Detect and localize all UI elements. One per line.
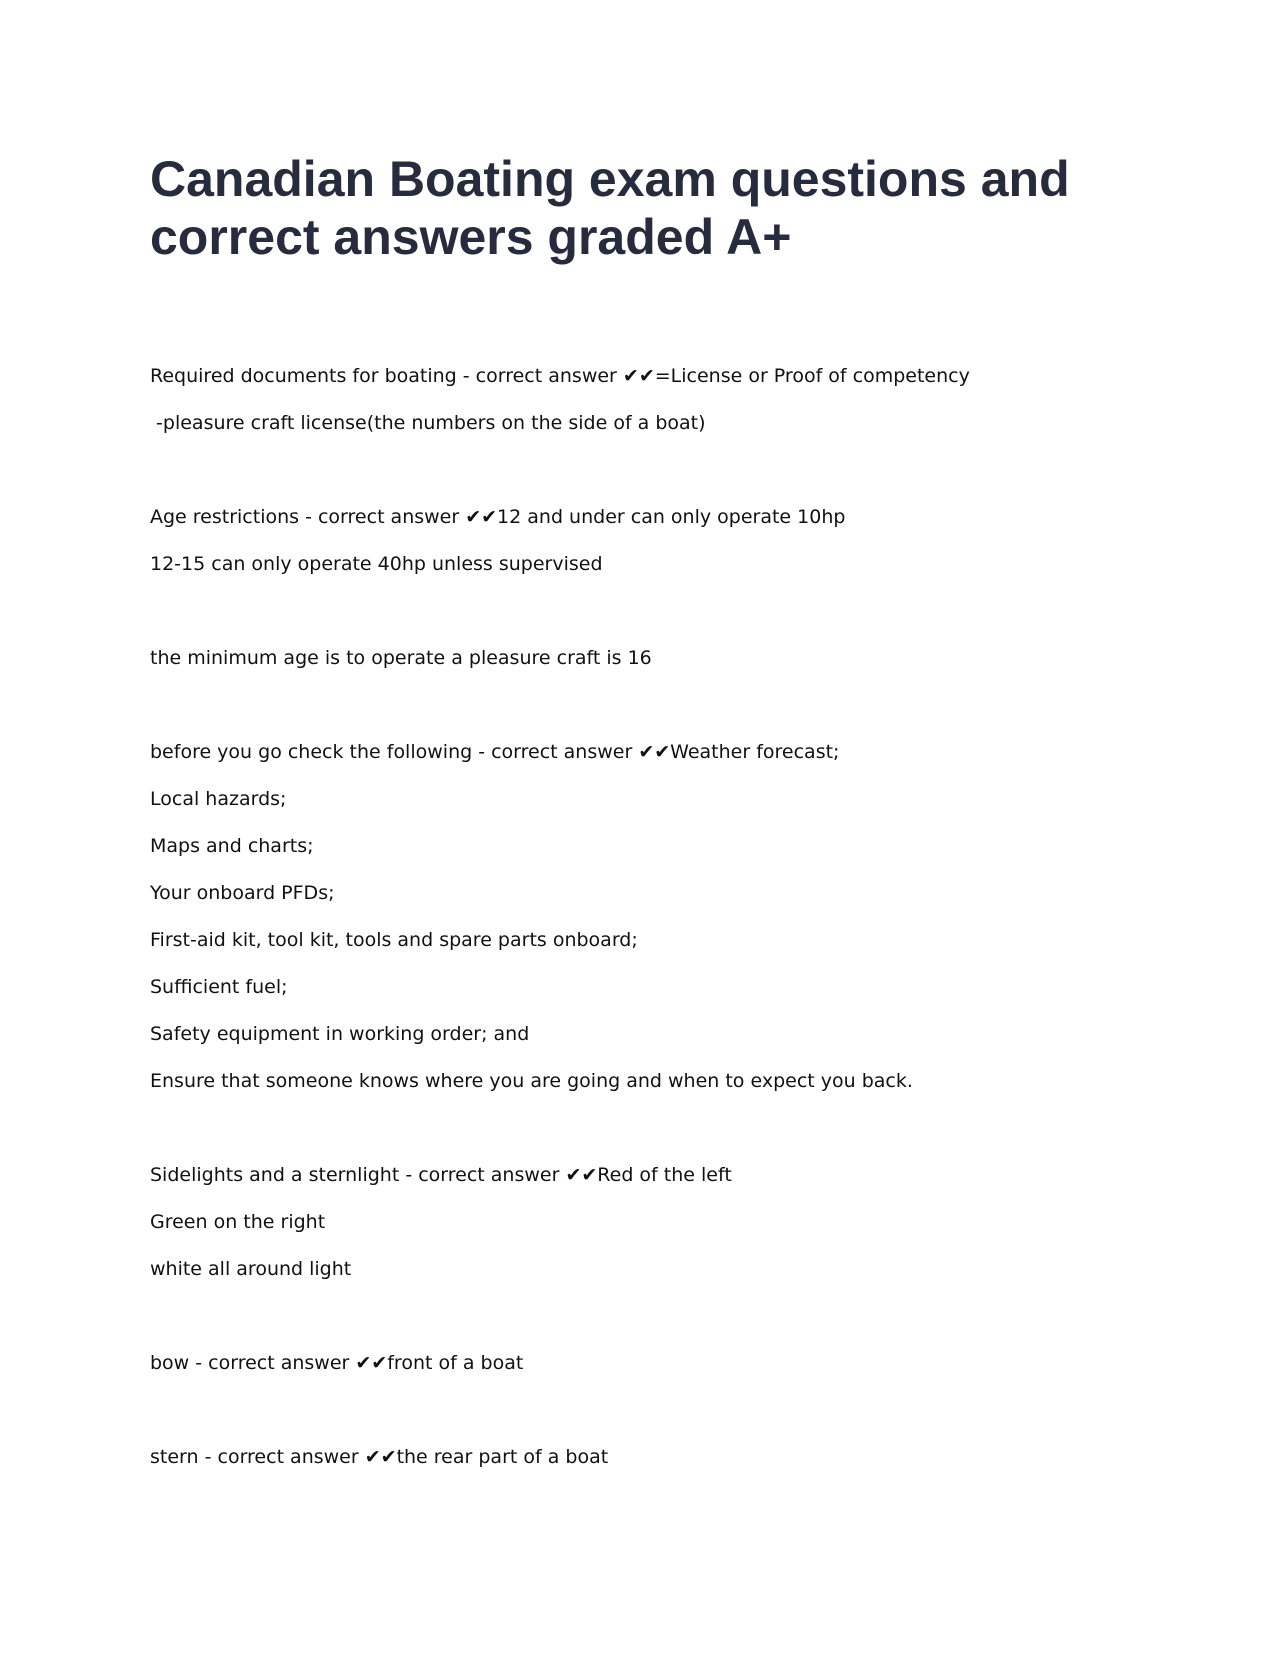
text-line: Sufficient fuel;	[150, 976, 288, 998]
text-line: stern - correct answer ✔✔the rear part of a boat	[150, 1446, 609, 1468]
text-line: before you go check the following - correct answer ✔✔Weather forecast;	[150, 741, 840, 763]
blank-line	[150, 685, 1150, 732]
text-line: white all around light	[150, 1258, 352, 1280]
text-line: Maps and charts;	[150, 835, 314, 857]
blank-line	[150, 1108, 1150, 1155]
document-body	[150, 356, 1150, 1484]
blank-line	[150, 1296, 1150, 1343]
text-line: 12-15 can only operate 40hp unless supervised	[150, 553, 603, 575]
text-line: the minimum age is to operate a pleasure craft is 16	[150, 647, 652, 669]
text-line: bow - correct answer ✔✔front of a boat	[150, 1352, 524, 1374]
document-title: Canadian Boating exam questions and correct answers graded A+	[150, 151, 1070, 265]
text-line: Your onboard PFDs;	[150, 882, 335, 904]
text-line: Age restrictions - correct answer ✔✔12 and under can only operate 10hp	[150, 506, 846, 528]
blank-line	[150, 1390, 1150, 1437]
text-line: Local hazards;	[150, 788, 287, 810]
text-line: -pleasure craft license(the numbers on the side of a boat)	[150, 412, 706, 434]
text-line: Green on the right	[150, 1211, 326, 1233]
text-line: Safety equipment in working order; and	[150, 1023, 530, 1045]
text-line: Ensure that someone knows where you are going and when to expect you back.	[150, 1070, 913, 1092]
text-line: First-aid kit, tool kit, tools and spare parts onboard;	[150, 929, 638, 951]
text-line: Sidelights and a sternlight - correct answer ✔✔Red of the left	[150, 1164, 732, 1186]
text-line: Required documents for boating - correct answer ✔✔=License or Proof of competency	[150, 365, 970, 387]
blank-line	[150, 591, 1150, 638]
blank-line	[150, 450, 1150, 497]
